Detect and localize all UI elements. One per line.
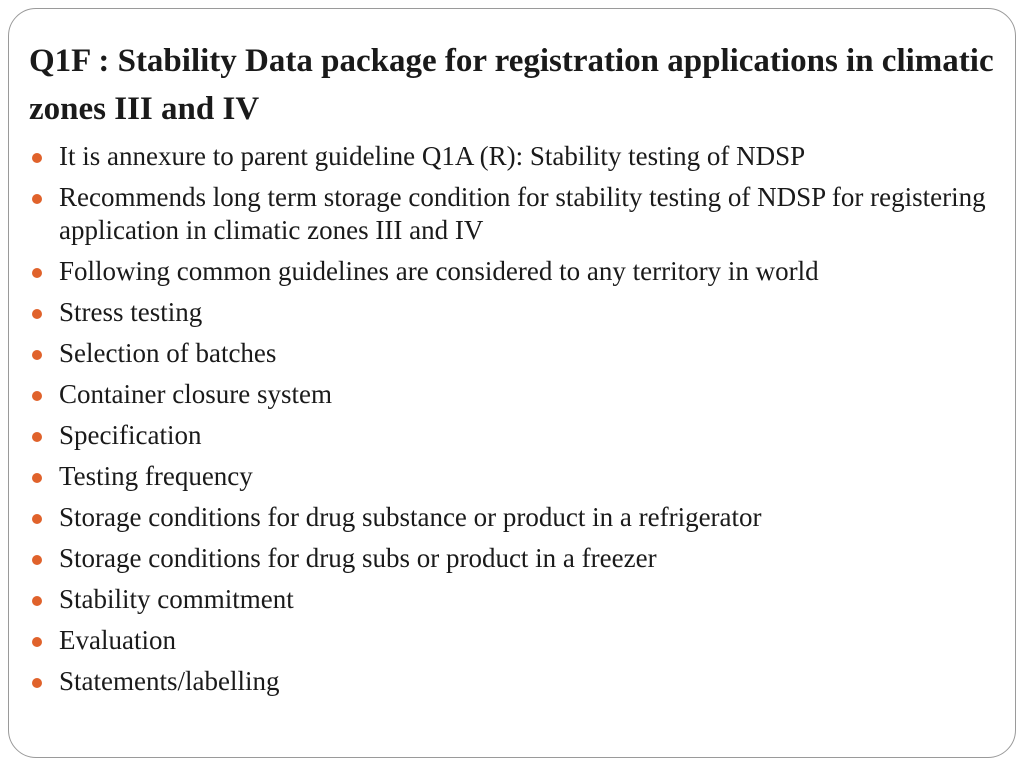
bullet-dot-icon xyxy=(32,268,42,278)
bullet-dot-icon xyxy=(32,596,42,606)
bullet-text: Storage conditions for drug substance or product in a refrigerator xyxy=(59,502,762,532)
bullet-text: Statements/labelling xyxy=(59,666,280,696)
list-item xyxy=(29,501,989,534)
bullet-dot-icon xyxy=(32,473,42,483)
bullet-dot-icon xyxy=(32,678,42,688)
bullet-list xyxy=(29,140,989,706)
bullet-text: Stress testing xyxy=(59,297,203,327)
list-item xyxy=(29,140,989,173)
slide xyxy=(8,8,1016,758)
list-item xyxy=(29,255,989,288)
bullet-text: It is annexure to parent guideline Q1A (R): Stability testing of NDSP xyxy=(59,141,806,171)
list-item xyxy=(29,624,989,657)
slide-title: Q1F : Stability Data package for registration applications in climatic zones III and IV xyxy=(29,43,994,127)
list-item xyxy=(29,181,989,247)
bullet-dot-icon xyxy=(32,637,42,647)
list-item xyxy=(29,542,989,575)
bullet-text: Container closure system xyxy=(59,379,332,409)
list-item xyxy=(29,419,989,452)
bullet-dot-icon xyxy=(32,350,42,360)
list-item xyxy=(29,378,989,411)
bullet-text: Following common guidelines are considered to any territory in world xyxy=(59,256,819,286)
bullet-text: Storage conditions for drug subs or product in a freezer xyxy=(59,543,657,573)
bullet-dot-icon xyxy=(32,432,42,442)
bullet-dot-icon xyxy=(32,194,42,204)
bullet-text: Testing frequency xyxy=(59,461,253,491)
bullet-dot-icon xyxy=(32,153,42,163)
bullet-dot-icon xyxy=(32,514,42,524)
bullet-text: Selection of batches xyxy=(59,338,277,368)
list-item xyxy=(29,460,989,493)
bullet-text: Stability commitment xyxy=(59,584,294,614)
list-item xyxy=(29,296,989,329)
list-item xyxy=(29,337,989,370)
bullet-text: Recommends long term storage condition for stability testing of NDSP for registering application in climatic zones III and IV xyxy=(59,182,986,245)
list-item xyxy=(29,583,989,616)
bullet-dot-icon xyxy=(32,309,42,319)
bullet-dot-icon xyxy=(32,555,42,565)
bullet-text: Evaluation xyxy=(59,625,176,655)
bullet-text: Specification xyxy=(59,420,202,450)
bullet-dot-icon xyxy=(32,391,42,401)
list-item xyxy=(29,665,989,698)
